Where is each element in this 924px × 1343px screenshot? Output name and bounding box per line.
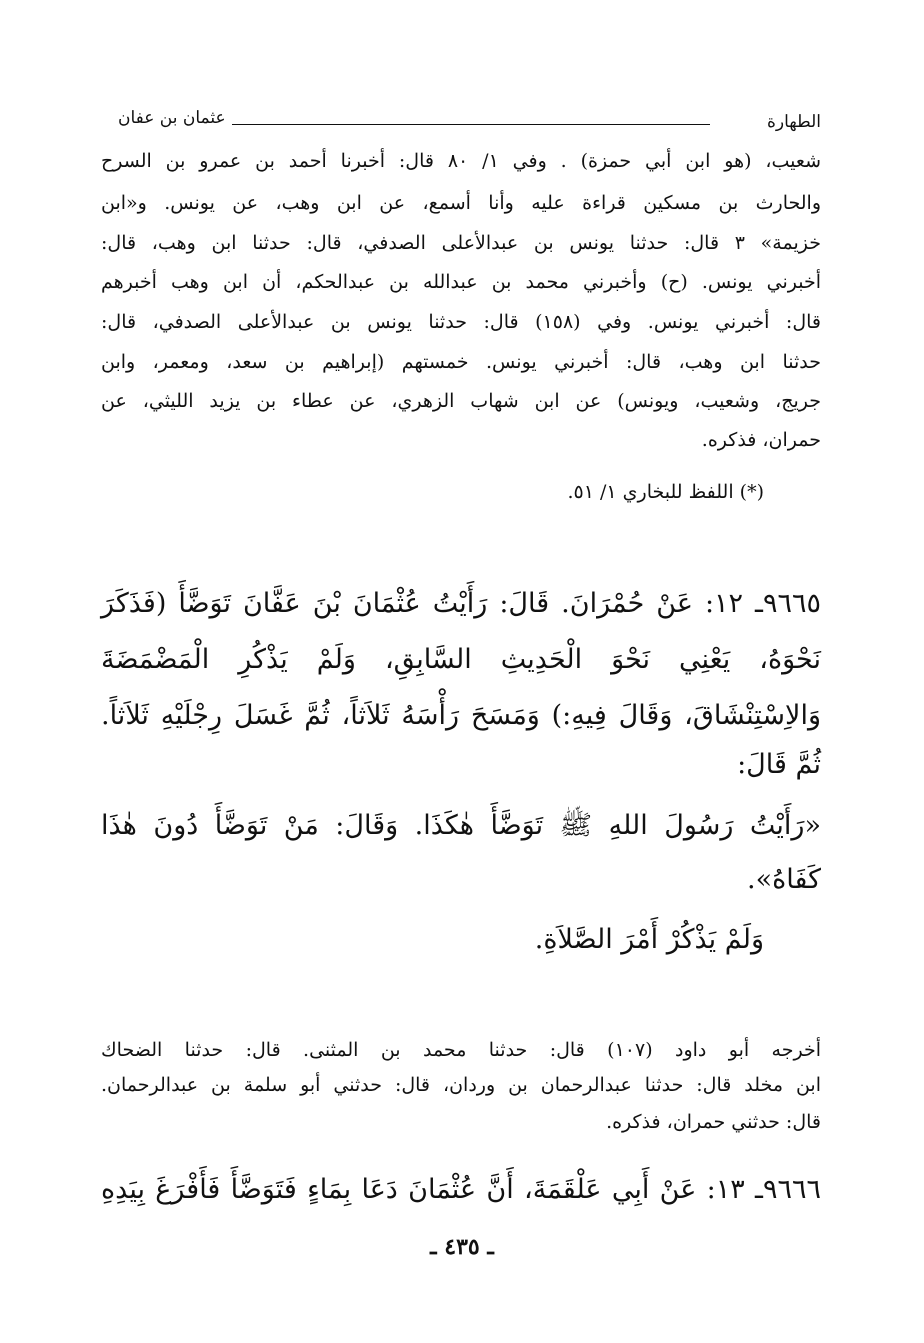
hadith-line: وَالاِسْتِنْشَاقَ، وَقَالَ فِيهِ:) وَمَسَحَ رَأْسَهُ ثَلاَثاً، ثُمَّ غَسَلَ رِجْلَيْهِ ثَلاَثاً.	[101, 700, 821, 731]
text-line: حمران، فذكره.	[701, 429, 821, 451]
footnote: (*) اللفظ للبخاري ١/ ٥١.	[567, 481, 764, 503]
text-line: خزيمة» ٣ قال: حدثنا يونس بن عبدالأعلى الصدفي، قال: حدثنا ابن وهب، قال:	[101, 232, 821, 254]
hadith-line: نَحْوَهُ، يَعْنِي نَحْوَ الْحَدِيثِ السَّابِقِ، وَلَمْ يَذْكُرِ الْمَضْمَضَةَ	[101, 644, 821, 675]
text-line: أخرجه أبو داود (١٠٧) قال: حدثنا محمد بن المثنى. قال: حدثنا الضحاك	[101, 1039, 821, 1061]
text-line: أخبرني يونس. (ح) وأخبرني محمد بن عبدالله بن عبدالحكم، أن ابن وهب أخبرهم	[101, 271, 821, 293]
hadith-line: وَلَمْ يَذْكُرْ أَمْرَ الصَّلاَةِ.	[534, 924, 764, 955]
hadith-line: ٩٦٦٥ـ ١٢: عَنْ حُمْرَانَ. قَالَ: رَأَيْتُ عُثْمَانَ بْنَ عَفَّانَ تَوَضَّأَ (فَذَكَرَ	[101, 588, 821, 619]
hadith-line: ثُمَّ قَالَ:	[737, 749, 821, 780]
header-rule	[232, 124, 710, 125]
text-line: ابن مخلد قال: حدثنا عبدالرحمان بن وردان، قال: حدثني أبو سلمة بن عبدالرحمان.	[101, 1074, 821, 1096]
running-header-section: عثمان بن عفان	[118, 108, 226, 128]
page-number: ـ ٤٣٥ ـ	[430, 1234, 494, 1260]
running-header-chapter: الطهارة	[767, 112, 821, 132]
text-line: جريج، وشعيب، ويونس) عن ابن شهاب الزهري، عن عطاء بن يزيد الليثي، عن	[101, 390, 821, 412]
text-line: قال: حدثني حمران، فذكره.	[606, 1111, 821, 1133]
text-line: حدثنا ابن وهب، قال: أخبرني يونس. خمستهم (إبراهيم بن سعد، ومعمر، وابن	[101, 351, 821, 373]
text-line: قال: أخبرني يونس. وفي (١٥٨) قال: حدثنا يونس بن عبدالأعلى الصدفي، قال:	[101, 311, 821, 333]
hadith-line: ٩٦٦٦ـ ١٣: عَنْ أَبِي عَلْقَمَةَ، أَنَّ عُثْمَانَ دَعَا بِمَاءٍ فَتَوَضَّأَ فَأَفْرَغَ بِيَدِهِ	[101, 1174, 821, 1205]
text-line: شعيب، (هو ابن أبي حمزة) . وفي ١/ ٨٠ قال: أخبرنا أحمد بن عمرو بن السرح	[101, 150, 821, 172]
hadith-line: كَفَاهُ».	[747, 864, 821, 895]
hadith-line: «رَأَيْتُ رَسُولَ اللهِ ﷺ تَوَضَّأَ هٰكَذَا. وَقَالَ: مَنْ تَوَضَّأَ دُونَ هٰذَا	[101, 810, 821, 841]
text-line: والحارث بن مسكين قراءة عليه وأنا أسمع، عن ابن وهب، عن يونس. و«ابن	[101, 192, 821, 214]
